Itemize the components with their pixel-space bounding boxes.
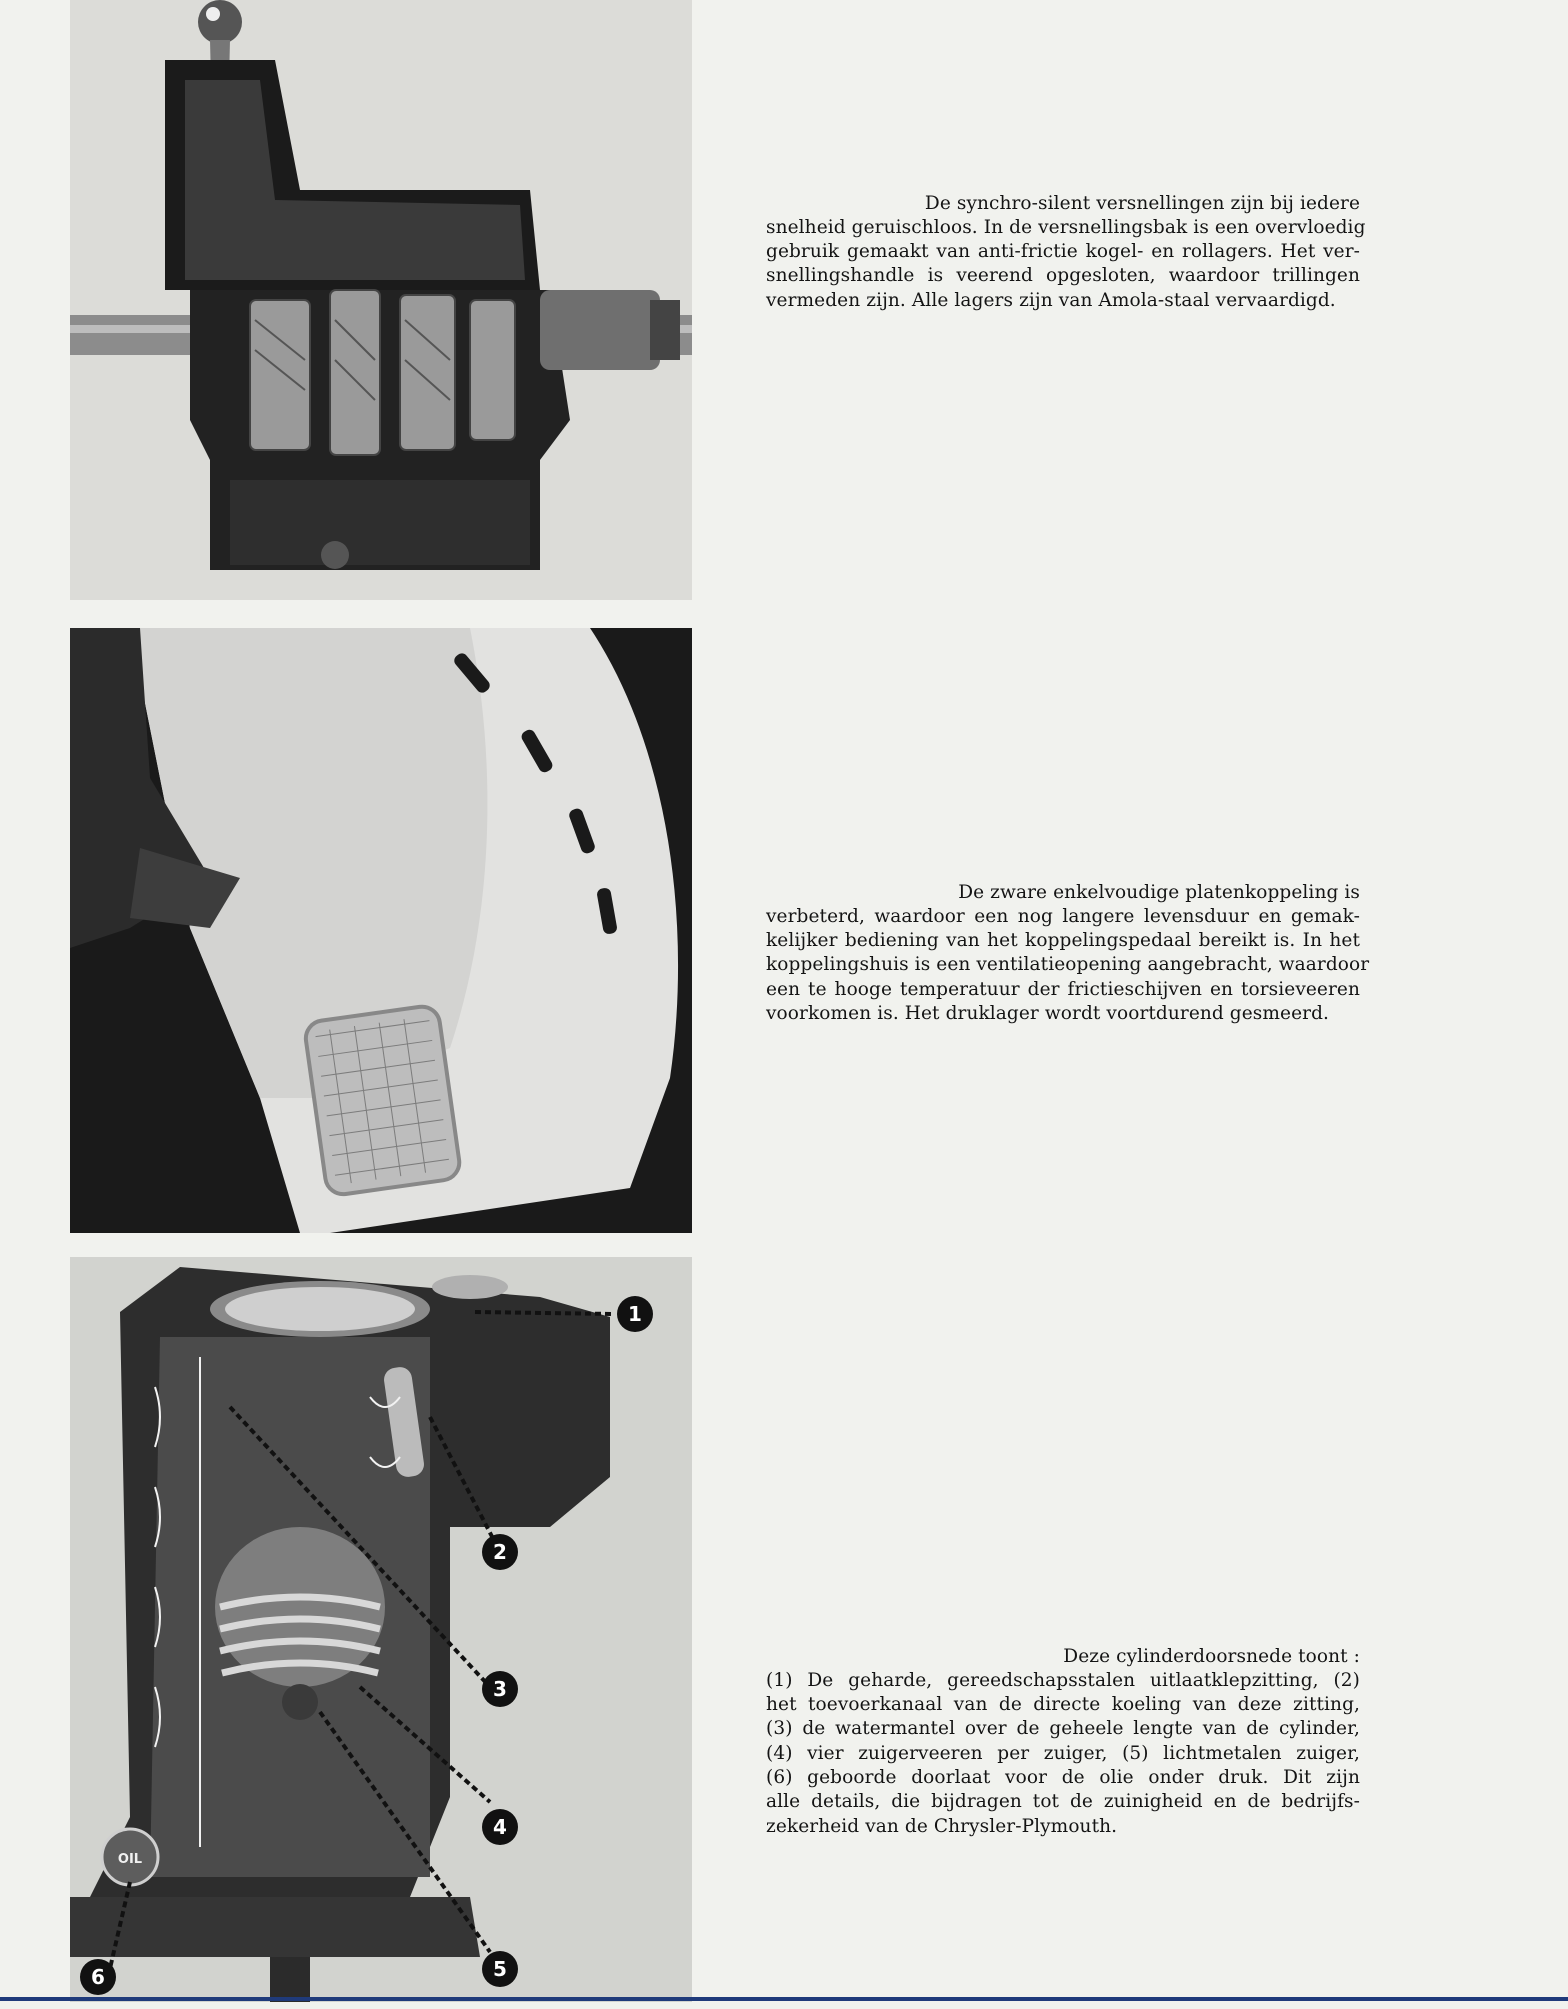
- callout-4: 4: [493, 1815, 507, 1839]
- clutch-description: [766, 881, 1370, 1027]
- text-line: gebruik gemaakt van anti-frictie kogel- en rollagers. Het ver-: [766, 241, 1360, 263]
- callout-2: 2: [493, 1540, 507, 1564]
- oil-plug-label: OIL: [117, 1852, 143, 1867]
- text-line: koppelingshuis is een ventilatieopening aangebracht, waardoor: [766, 954, 1370, 976]
- text-line: een te hooge temperatuur der frictieschijven en torsieveeren: [766, 978, 1360, 1000]
- callout-1: 1: [628, 1302, 642, 1326]
- bottom-edge-rule: [0, 1997, 1568, 2001]
- text-line: voorkomen is. Het druklager wordt voortdurend gesmeerd.: [766, 1002, 1330, 1024]
- text-line: (6) geboorde doorlaat voor de olie onder druk. Dit zijn: [766, 1766, 1360, 1788]
- callout-6: 6: [91, 1965, 105, 1989]
- text-line: alle details, die bijdragen tot de zuinigheid en de bedrijfs-: [766, 1791, 1360, 1813]
- text-line: (3) de watermantel over de geheele lengte van de cylinder,: [766, 1718, 1360, 1740]
- text-line: (1) De geharde, gereedschapsstalen uitlaatklepzitting, (2): [766, 1669, 1360, 1691]
- callout-5: 5: [493, 1957, 507, 1981]
- text-line: De synchro-silent versnellingen zijn bij iedere: [924, 192, 1360, 214]
- cylinder-description: [766, 1645, 1360, 1839]
- text-line: De zware enkelvoudige platenkoppeling is: [958, 881, 1360, 903]
- gearbox-description: [766, 192, 1366, 313]
- text-line: Deze cylinderdoorsnede toont :: [1063, 1645, 1360, 1667]
- text-line: (4) vier zuigerveeren per zuiger, (5) lichtmetalen zuiger,: [766, 1742, 1360, 1764]
- callout-3: 3: [493, 1677, 507, 1701]
- text-line: snellingshandle is veerend opgesloten, waardoor trillingen: [766, 265, 1360, 287]
- text-line: het toevoerkanaal van de directe koeling van deze zitting,: [766, 1694, 1360, 1716]
- text-line: snelheid geruischloos. In de versnellingsbak is een overvloedig: [766, 216, 1366, 238]
- text-line: verbeterd, waardoor een nog langere levensduur en gemak-: [766, 905, 1360, 927]
- gearbox-cutaway-photo: [70, 0, 692, 600]
- text-line: zekerheid van de Chrysler-Plymouth.: [766, 1815, 1118, 1837]
- cylinder-cutaway-photo: [70, 1257, 692, 2002]
- text-line: vermeden zijn. Alle lagers zijn van Amola-staal vervaardigd.: [766, 289, 1336, 311]
- clutch-housing-photo: [70, 628, 692, 1233]
- text-line: kelijker bediening van het koppelingspedaal bereikt is. In het: [766, 930, 1360, 952]
